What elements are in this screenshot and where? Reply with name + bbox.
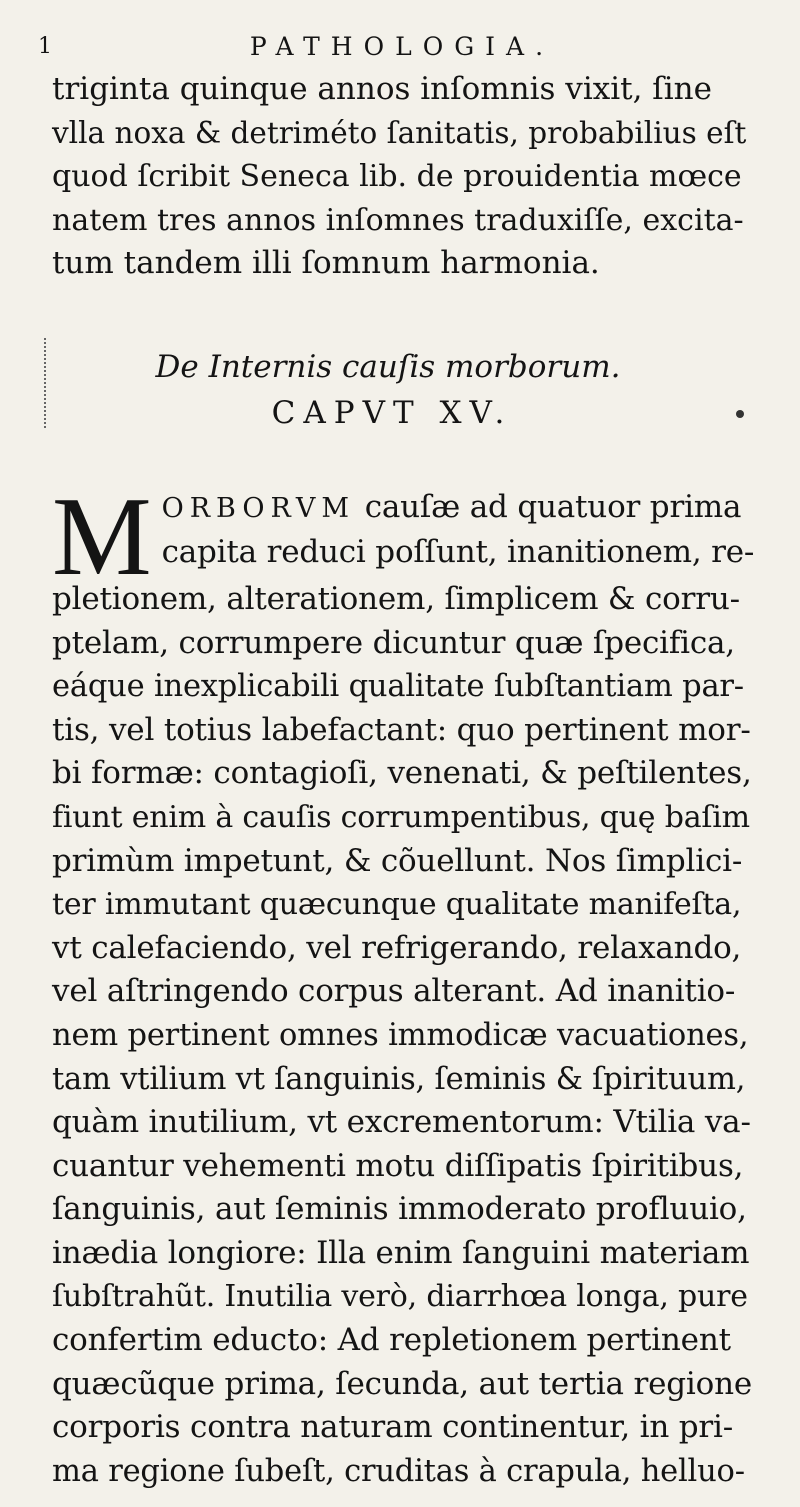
running-head	[38, 30, 752, 64]
ink-dot	[736, 410, 744, 418]
text-line: vel aſtringendo corpus alterant. Ad inanitio-	[52, 973, 736, 1010]
text-line	[52, 486, 752, 531]
margin-mark	[44, 338, 48, 428]
text-line: bi formæ: contagioſi, venenati, & peſtilentes,	[52, 755, 752, 792]
text-line: ma regione ſubeſt, cruditas à crapula, helluo-	[52, 1453, 745, 1489]
text-line: tum tandem illi ſomnum harmonia.	[52, 245, 600, 282]
text-line: quàm inutilium, vt excrementorum: Vtilia va-	[52, 1104, 751, 1141]
text-line: tam vtilium vt ſanguinis, ſeminis & ſpirituum,	[52, 1061, 746, 1097]
text-line: ptelam, corrumpere dicuntur quæ ſpecifica,	[52, 624, 735, 661]
text-line: nem pertinent omnes immodicæ vacuationes,	[52, 1017, 749, 1053]
text-line: pletionem, alterationem, ſimplicem & corru-	[52, 580, 740, 617]
drop-cap: M	[52, 474, 152, 599]
text-line: cuantur vehementi motu diſſipatis ſpiritibus,	[52, 1147, 744, 1184]
chapter-number: CAPVT XV.	[271, 394, 513, 431]
text-line: primùm impetunt, & cõuellunt. Nos ſimplici-	[52, 842, 743, 879]
text-line: fiunt enim à cauſis corrumpentibus, quę baſim	[52, 799, 750, 835]
text-line: quod ſcribit Seneca lib. de prouidentia mœce	[52, 159, 742, 195]
text-line: eáque inexplicabili qualitate ſubſtantiam par-	[52, 669, 744, 705]
intro-paragraph	[52, 68, 752, 286]
text-line: vt calefaciendo, vel refrigerando, relaxando,	[52, 929, 742, 966]
small-caps-lead: ORBORVM	[161, 492, 356, 524]
text-line: vlla noxa & detriméto ſanitatis, probabilius eſt	[52, 115, 747, 150]
text-line: inædia longiore: Illa enim ſanguini materiam	[52, 1234, 750, 1271]
first-line-rest: cauſæ ad quatuor prima	[355, 488, 742, 525]
text-line: confertim educto: Ad repletionem pertinent	[52, 1322, 731, 1359]
text-line: quæcũque prima, ſecunda, aut tertia regione	[52, 1365, 752, 1402]
text-line: capita reduci poſſunt, inanitionem, re-	[161, 533, 755, 570]
text-line: corporis contra naturam continentur, in pri-	[52, 1409, 734, 1446]
text-line: ſanguinis, aut ſeminis immoderato profluuio,	[52, 1191, 747, 1228]
chapter-title: De Internis cauſis morborum.	[155, 348, 621, 385]
body-text	[52, 474, 755, 1493]
text-line: tis, vel totius labefactant: quo pertinent mor-	[52, 711, 751, 748]
text-line: ter immutant quæcunque qualitate manifeſta,	[52, 887, 742, 923]
chapter-heading	[52, 344, 752, 436]
text-line: natem tres annos inſomnes traduxiſſe, excita-	[52, 202, 744, 238]
running-title: PATHOLOGIA.	[249, 32, 555, 61]
page-folio: 1	[38, 34, 52, 59]
text-line: triginta quinque annos inſomnis vixit, ſine	[52, 71, 712, 107]
text-line: ſubſtrahũt. Inutilia verò, diarrhœa longa, pure	[52, 1279, 748, 1315]
